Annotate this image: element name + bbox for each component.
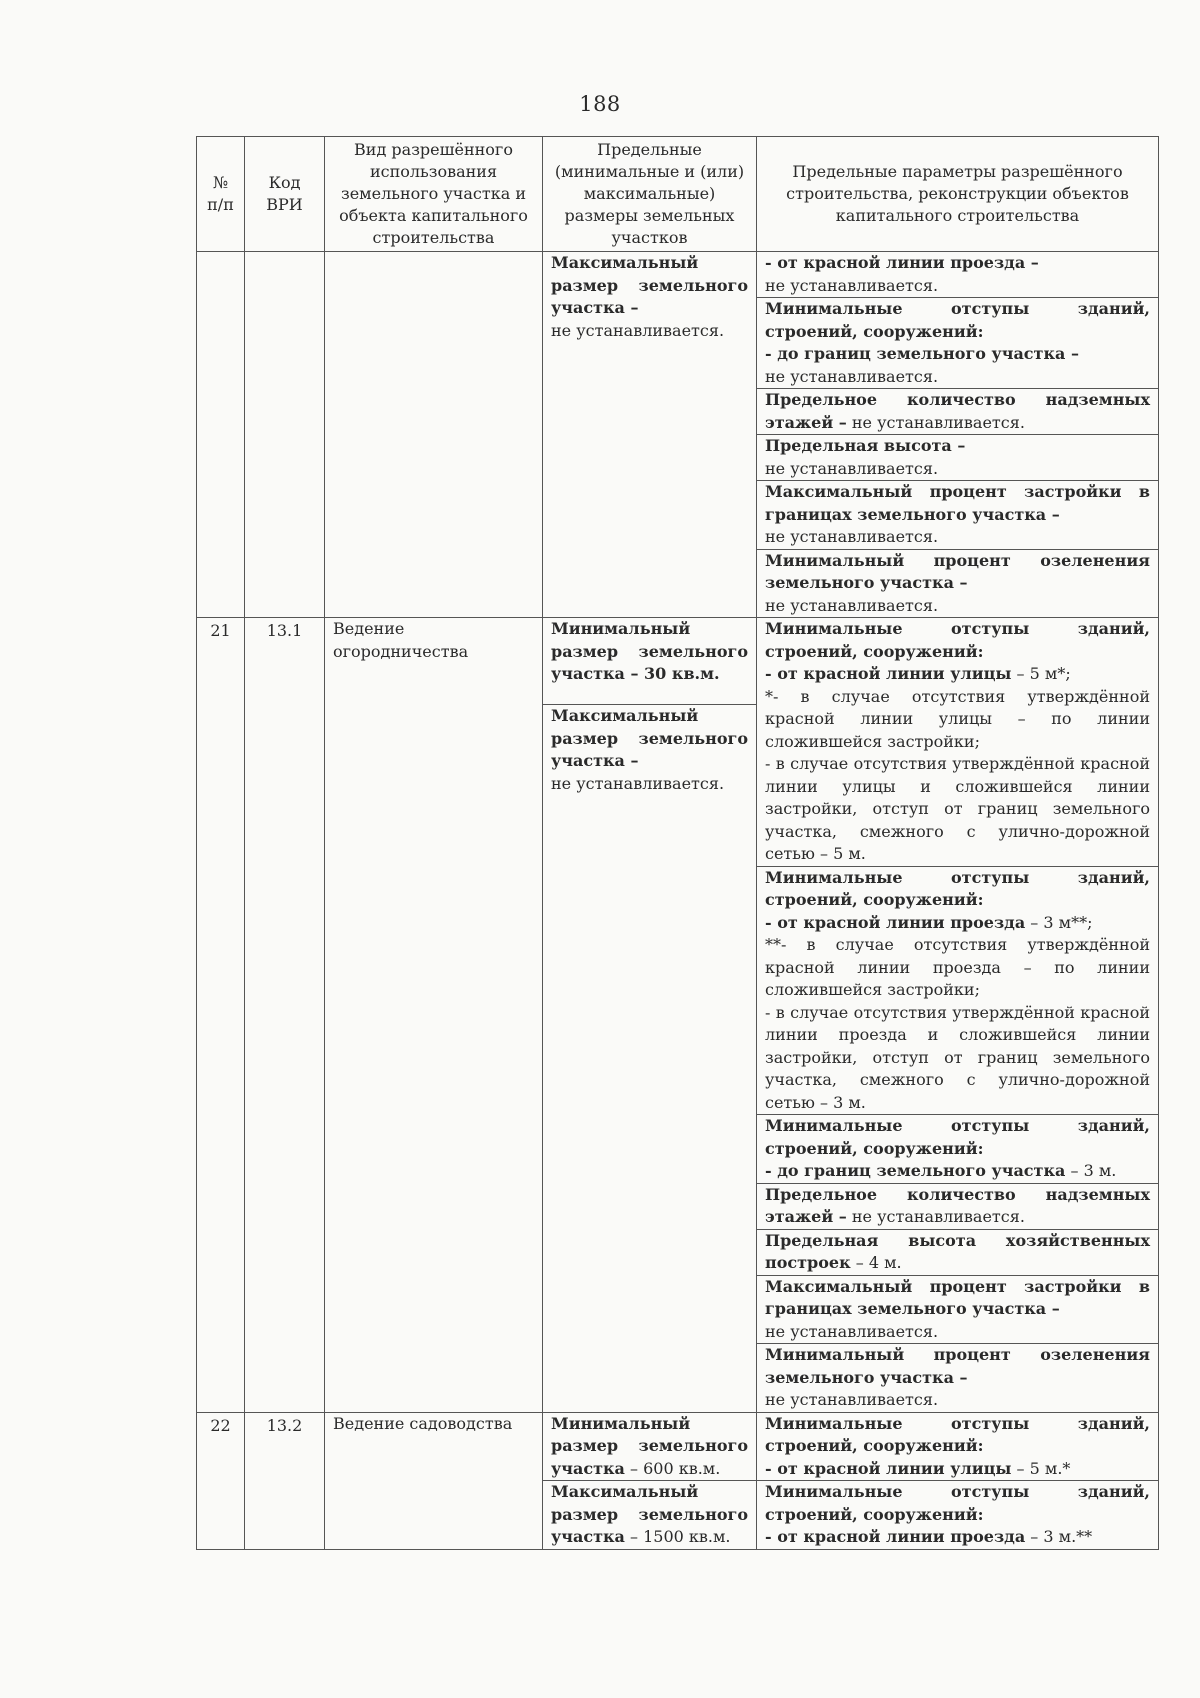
max-size-value: не устанавливается.	[551, 773, 725, 793]
param-value: – 3 м.**	[1025, 1527, 1093, 1546]
param-cell	[757, 1229, 1159, 1275]
param-cell	[757, 1183, 1159, 1229]
table-row	[197, 1412, 1159, 1481]
table-row	[197, 618, 1159, 705]
param-value: – 3 м**;	[1025, 912, 1093, 932]
param-cell	[757, 252, 1159, 298]
param-value: не устанавливается.	[765, 595, 939, 615]
param-cell	[757, 389, 1159, 435]
param-title: Предельное количество надземных этажей –	[765, 390, 1150, 432]
param-cell	[757, 618, 1159, 867]
min-size-value: 30 кв.м.	[644, 664, 720, 683]
param-title: Максимальный процент застройки в границах земельного участка –	[765, 1276, 1150, 1318]
param-value: не устанавливается.	[846, 412, 1025, 432]
param-value: не устанавливается.	[765, 458, 939, 478]
param-text: - от красной линии улицы	[765, 664, 1012, 683]
param-text: - от красной линии улицы	[765, 1458, 1012, 1478]
param-value: – 5 м*;	[1011, 664, 1071, 683]
max-size-title: Максимальный размер земельного участка –	[551, 253, 748, 317]
param-value: не устанавливается.	[765, 1321, 939, 1341]
param-value: не устанавливается.	[846, 1207, 1025, 1226]
min-size-cell	[543, 1412, 757, 1481]
param-title: Минимальные отступы зданий, строений, сооружений:	[765, 1116, 1150, 1158]
max-size-title: Максимальный размер земельного участка –	[551, 706, 748, 770]
row-kind: Ведение огородничества	[325, 618, 543, 1413]
num-cell	[197, 252, 245, 618]
row-code: 13.1	[245, 618, 325, 1413]
param-cell	[757, 1275, 1159, 1344]
param-note: *- в случае отсутствия утверждённой красной линии улицы – по линии сложившейся застройки;	[765, 686, 1150, 751]
header-sizes: Предельные (минимальные и (или) максимальные) размеры земельных участков	[543, 137, 757, 252]
header-kind: Вид разрешённого использования земельного участка и объекта капитального строительства	[325, 137, 543, 252]
param-title: Минимальные отступы зданий, строений, сооружений:	[765, 619, 1150, 661]
param-text: - от красной линии проезда	[765, 1527, 1026, 1546]
param-text: - до границ земельного участка	[765, 1161, 1066, 1180]
param-cell	[757, 866, 1159, 1115]
row-kind: Ведение садоводства	[325, 1412, 543, 1549]
param-text: - от красной линии проезда	[765, 912, 1026, 932]
param-title: Предельная высота хозяйственных построек	[765, 1230, 1150, 1272]
min-size-title: Минимальный размер земельного участка	[551, 1413, 748, 1478]
param-title: Минимальный процент озеленения земельного участка –	[765, 550, 1150, 592]
param-title: Минимальные отступы зданий, строений, сооружений:	[765, 1482, 1150, 1524]
param-note: - в случае отсутствия утверждённой красной линии улицы и сложившейся линии застройки, отступ от границ земельного участка, смежного с улично-дорожной сетью – 5 м.	[765, 754, 1150, 863]
max-size-value: – 1500 кв.м.	[624, 1527, 731, 1546]
param-title: Максимальный процент застройки в границах земельного участка –	[765, 482, 1150, 524]
param-cell	[757, 549, 1159, 618]
row-num: 22	[197, 1412, 245, 1549]
param-value: – 3 м.	[1065, 1161, 1117, 1180]
min-size-title: Минимальный размер земельного участка –	[551, 619, 748, 683]
param-value: не устанавливается.	[765, 366, 939, 386]
header-code: Код ВРИ	[245, 137, 325, 252]
param-note: - в случае отсутствия утверждённой красной линии проезда и сложившейся линии застройки, отступ от границ земельного участка, смежного с улично-дорожной сетью – 3 м.	[765, 1002, 1150, 1112]
param-value: не устанавливается.	[765, 275, 939, 295]
param-cell	[757, 1344, 1159, 1413]
page-number: 188	[579, 92, 621, 116]
header-params: Предельные параметры разрешённого строительства, реконструкции объектов капитального строительства	[757, 137, 1159, 252]
header-num: № п/п	[197, 137, 245, 252]
min-size-value: – 600 кв.м.	[624, 1458, 721, 1478]
row-code: 13.2	[245, 1412, 325, 1549]
table-header-row	[197, 137, 1159, 252]
param-cell	[757, 1481, 1159, 1550]
max-size-cell	[543, 705, 757, 1413]
param-title: Предельное количество надземных этажей –	[765, 1184, 1150, 1226]
param-title: Минимальный процент озеленения земельного участка –	[765, 1345, 1150, 1387]
param-cell	[757, 1115, 1159, 1184]
param-value: – 4 м.	[850, 1253, 902, 1272]
param-cell	[757, 435, 1159, 481]
row-num: 21	[197, 618, 245, 1413]
max-size-cell	[543, 1481, 757, 1550]
param-value: не устанавливается.	[765, 1390, 939, 1409]
max-size-title: Максимальный размер земельного участка	[551, 1482, 748, 1546]
param-title: Предельная высота –	[765, 436, 966, 455]
code-cell	[245, 252, 325, 618]
param-text: - от красной линии проезда –	[765, 253, 1039, 272]
param-title: Минимальные отступы зданий, строений, сооружений:	[765, 1413, 1150, 1455]
zoning-table	[196, 136, 1159, 1550]
param-value: не устанавливается.	[765, 527, 939, 546]
param-value: – 5 м.*	[1011, 1458, 1071, 1478]
min-size-cell	[543, 618, 757, 705]
param-note: **- в случае отсутствия утверждённой красной линии проезда – по линии сложившейся застройки;	[765, 935, 1150, 999]
param-cell	[757, 298, 1159, 389]
kind-cell	[325, 252, 543, 618]
sizes-cell	[543, 252, 757, 618]
param-text: - до границ земельного участка –	[765, 344, 1079, 363]
param-title: Минимальные отступы зданий, строений, сооружений:	[765, 867, 1150, 909]
param-title: Минимальные отступы зданий, строений, сооружений:	[765, 299, 1150, 341]
max-size-value: не устанавливается.	[551, 320, 725, 340]
table-row	[197, 252, 1159, 298]
param-cell	[757, 1412, 1159, 1481]
param-cell	[757, 481, 1159, 550]
